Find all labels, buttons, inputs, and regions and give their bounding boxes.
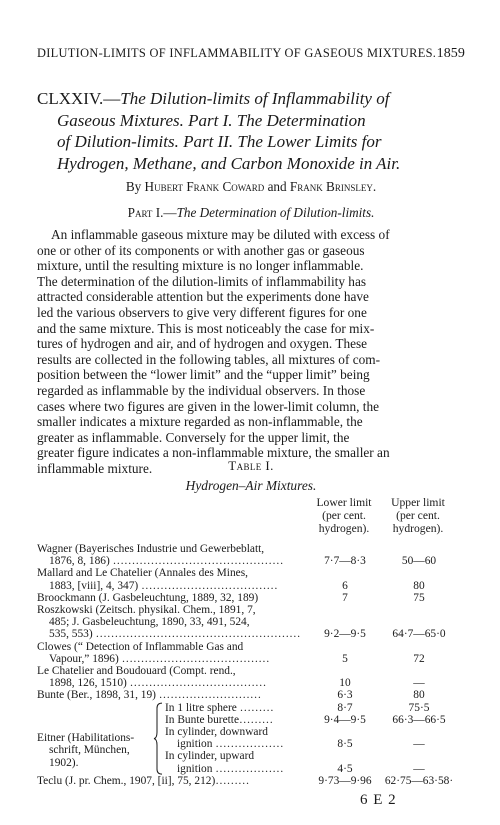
observer-cell (37, 567, 305, 591)
eitner-label (37, 732, 149, 769)
col-upper-line: (per cent. (396, 508, 440, 522)
running-head (37, 46, 465, 62)
body-line: position between the “lower limit” and the “upper limit” being (37, 367, 370, 383)
observer-cell (165, 702, 305, 714)
observer-line: Bunte (Ber., 1898, 31, 19) ……………………… (37, 689, 262, 702)
observer-line: ignition ……………… (177, 762, 284, 775)
observer-line: In cylinder, upward (165, 750, 255, 763)
observer-line: ignition ……………… (177, 738, 284, 751)
body-paragraph (37, 227, 465, 477)
upper-limit-cell: 62·75—63·58· (384, 774, 454, 787)
upper-limit-cell: — (413, 677, 425, 690)
col-upper-line: Upper limit (391, 496, 445, 509)
table-subtitle: Hydrogen–Air Mixtures. (185, 478, 317, 493)
observer-line: In cylinder, downward (165, 726, 268, 738)
column-header-lower-limit (308, 497, 380, 535)
lower-limit-cell: 6 (342, 579, 348, 592)
and-word: and (267, 179, 287, 194)
article-title-line-4: Hydrogen, Methane, and Carbon Monoxide in Air. (57, 153, 401, 173)
observer-cell (37, 604, 305, 641)
author-coward: Hubert Frank Coward (144, 179, 265, 194)
lower-limit-cell: 9·73—9·96 (318, 774, 372, 787)
observer-line: 1876, 8, 186) ……………………………………… (49, 555, 284, 568)
body-line: led the various observers to give very different figures for one (37, 304, 367, 320)
body-line: greater as inflammable. Conversely for the upper limit, the (37, 429, 350, 445)
part-heading (37, 205, 465, 221)
body-line: mixture, until the resulting mixture is no longer inflammable. (37, 258, 364, 274)
observer-cell (165, 714, 305, 726)
lower-limit-cell: 6·3 (337, 689, 353, 702)
observer-line: 535, 553) ……………………………………………… (49, 628, 301, 641)
observer-cell (37, 543, 305, 567)
lower-limit-cell: 10 (339, 677, 351, 690)
observer-line: In Bunte burette……… (165, 713, 274, 726)
signature-mark: 6 E 2 (360, 792, 397, 808)
article-title-line-1: The Dilution-limits of Inflammability of (120, 89, 390, 108)
lower-limit-cell: 8·5 (337, 738, 353, 751)
article-title (37, 88, 467, 174)
observer-line: Clowes (“ Detection of Inflammable Gas and (37, 640, 244, 653)
body-line: attracted considerable attention but the experiments done have (37, 289, 369, 305)
article-number: CLXXIV.— (37, 89, 121, 108)
body-line: The determination of the dilution-limits of inflammability has (37, 273, 367, 289)
observer-line: Vapour,” 1896) ………………………………… (49, 652, 270, 665)
part-dash: — (163, 205, 177, 220)
lower-limit-cell: 9·4—9·5 (324, 713, 366, 726)
observer-line: 1898, 126, 1510) ……………………………… (49, 677, 267, 690)
author-brinsley: Frank Brinsley. (289, 179, 377, 194)
observer-line: 485; J. Gasbeleuchtung, 1890, 33, 491, 524, (49, 616, 250, 629)
upper-limit-cell: 75·5 (408, 701, 430, 714)
eitner-label-line: schrift, München, (49, 744, 130, 757)
column-header-upper-limit (382, 497, 454, 535)
upper-limit-cell: 64·7—65·0 (392, 628, 446, 641)
article-title-line-2: Gaseous Mixtures. Part I. The Determination (57, 110, 366, 130)
upper-limit-cell: — (413, 738, 425, 751)
authors-line (37, 179, 465, 195)
lower-limit-cell: 4·5 (337, 762, 353, 775)
upper-limit-cell: 72 (413, 652, 425, 665)
article-title-line-3: of Dilution-limits. Part II. The Lower Limits for (57, 132, 382, 152)
col-upper-line: hydrogen). (392, 521, 444, 535)
observer-line: Mallard and Le Chatelier (Annales des Mines, (37, 567, 248, 580)
lower-limit-cell: 7 (342, 591, 348, 604)
observer-line: Wagner (Bayerisches Industrie und Gewerbeblatt, (37, 543, 265, 555)
by-word: By (125, 179, 142, 194)
curly-brace-icon (153, 702, 163, 778)
upper-limit-cell: 75 (413, 591, 425, 604)
observer-line: Roszkowski (Zeitsch. physikal. Chem., 1891, 7, (37, 604, 256, 616)
upper-limit-cell: 66·3—66·5 (392, 713, 446, 726)
observer-cell (165, 750, 305, 774)
observer-cell (37, 641, 305, 665)
eitner-label-line: Eitner (Habilitations- (37, 732, 135, 745)
col-lower-line: hydrogen). (318, 521, 370, 535)
observer-cell (37, 775, 305, 787)
upper-limit-cell: — (413, 762, 425, 775)
observer-line: 1883, [viii], 4, 347) ……………………………… (49, 579, 278, 592)
body-line: tures of hydrogen and air, and of hydrogen and oxygen. These (37, 336, 368, 352)
part-label: Part I. (127, 205, 164, 220)
eitner-label-line: 1902). (49, 756, 79, 769)
observer-line: Broockmann (J. Gasbeleuchtung, 1889, 32, 189) (37, 591, 259, 604)
body-line: cases where two figures are given in the lower-limit column, the (37, 398, 380, 414)
lower-limit-cell: 7·7—8·3 (324, 555, 366, 568)
observer-line: Le Chatelier and Boudouard (Compt. rend., (37, 665, 236, 677)
body-line: smaller indicates a mixture regarded as non-inflammable, the (37, 414, 363, 430)
col-lower-line: (per cent. (322, 508, 366, 522)
observer-line: In 1 litre sphere ……… (165, 701, 274, 714)
observer-cell (165, 726, 305, 750)
upper-limit-cell: 50—60 (401, 555, 437, 568)
col-lower-line: Lower limit (316, 496, 372, 509)
page-number: 1859 (436, 46, 465, 61)
upper-limit-cell: 80 (413, 689, 425, 702)
observer-cell (37, 689, 305, 701)
body-line: results are collected in the following tables, all mixtures of com- (37, 351, 381, 367)
observer-cell (37, 665, 305, 689)
upper-limit-cell: 80 (413, 579, 425, 592)
lower-limit-cell: 5 (342, 652, 348, 665)
lower-limit-cell: 8·7 (337, 701, 353, 714)
part-title: The Determination of Dilution-limits. (176, 205, 375, 220)
table-title: Table I. (228, 458, 274, 473)
observer-line: Teclu (J. pr. Chem., 1907, [ii], 75, 212)……… (37, 774, 250, 787)
body-line: regarded as inflammable by the individual observers. In those (37, 382, 366, 398)
running-head-title: DILUTION-LIMITS OF INFLAMMABILITY OF GASEOUS MIXTURES. (37, 46, 437, 60)
body-line: An inflammable gaseous mixture may be diluted with excess of (51, 227, 390, 242)
body-line: and the same mixture. This is most noticeably the case for mix- (37, 320, 375, 336)
body-line: one or other of its components or with another gas or gaseous (37, 242, 365, 258)
body-line: greater figure indicates a non-inflammable mixture, the smaller an (37, 445, 390, 461)
observer-cell (37, 592, 305, 604)
body-line: inflammable mixture. (37, 460, 153, 476)
lower-limit-cell: 9·2—9·5 (324, 628, 366, 641)
